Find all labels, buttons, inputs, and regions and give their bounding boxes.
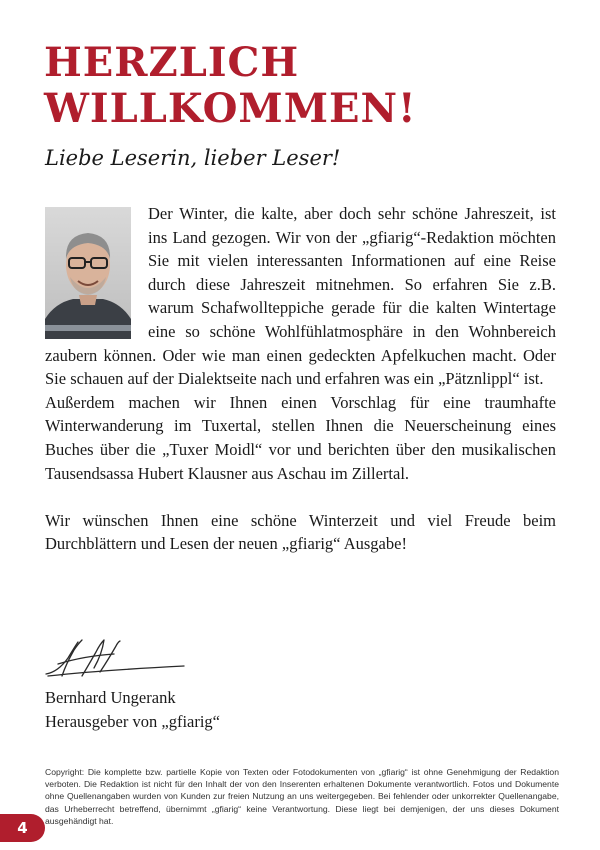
page-headline [44,40,417,132]
body-paragraph-2: Außerdem machen wir Ihnen einen Vorschlag für eine traumhafte Winterwanderung im Tuxertal, stellen Ihnen die Neuerscheinung eines Buches über die „Tuxer Moidl“ vor und berichten über den musikalischen Tausendsassa Hubert Klausner aus Aschau im Zillertal. [45,392,556,483]
author-role: Herausgeber von „gfiarig“ [45,712,220,731]
paragraph-gap [45,485,556,509]
body-paragraph-1: Der Winter, die kalte, aber doch sehr schöne Jahreszeit, ist ins Land gezogen. Wir von der „gfiarig“-Redaktion möchten Sie mit vielen interessanten Informationen auf eine Reise durch diese Jahreszeit mitnehmen. So erfahren Sie z.B. warum Schafwollteppiche gerade für die kalten Wintertage eine so schöne Wohlfühlatmosphäre in den Wohnbereich zaubern können. Oder wie man einen gedeckten Apfelkuchen macht. Oder Sie schauen auf der Dialektseite nach und erfahren was ein „Pätznlippl“ ist. [45,204,556,389]
headline-line-1: HERZLICH [44,39,300,86]
handwritten-signature [44,636,194,684]
salutation: Liebe Leserin, lieber Leser! [45,146,341,170]
copyright-notice: Copyright: Die komplette bzw. partielle Kopie von Texten oder Fotodokumenten von „gfiarig“ ist ohne Genehmigung der Redaktion verboten. Die Redaktion ist nicht für den Inhalt der von den Inserenten erhaltenen Dokumente verantwortlich. Fotos und Dokumente ohne Quellenangaben wurden von Kunden zur freien Nutzung an uns weitergegeben. Bei fehlender oder unkorrekter Quellenangabe, das Urheberrecht betreffend, übernimmt „gfiarig“ keine Verantwortung. Diese liegt bei demjenigen, der uns dieses Dokument ausgehändigt hat. [45,766,559,827]
author-block [45,686,220,734]
portrait-float-space [45,202,148,340]
article-body [45,202,556,556]
body-paragraph-3: Wir wünschen Ihnen eine schöne Winterzeit und viel Freude beim Durchblättern und Lesen der neuen „gfiarig“ Ausgabe! [45,510,556,554]
page-number-badge: 4 [0,814,45,842]
author-name: Bernhard Ungerank [45,688,176,707]
headline-line-2: WILLKOMMEN! [44,85,417,132]
